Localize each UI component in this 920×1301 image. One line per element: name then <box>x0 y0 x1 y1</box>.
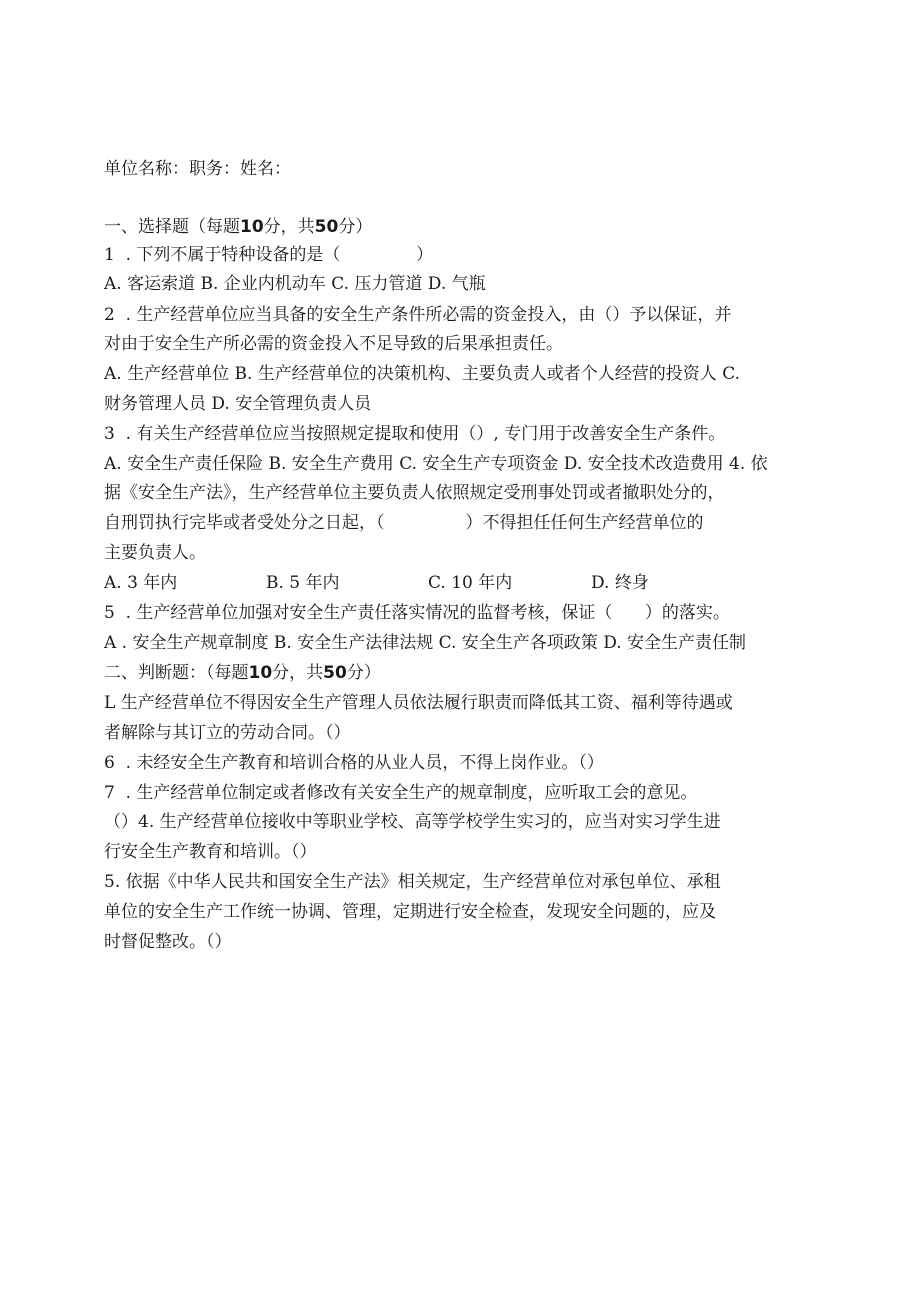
judge1-line1: L 生产经营单位不得因安全生产管理人员依法履行职责而降低其工资、福利等待遇或 <box>104 693 733 713</box>
judge1-line2: 者解除与其订立的劳动合同。（） <box>104 723 351 743</box>
judge5-line3: 时督促整改。（） <box>104 932 232 952</box>
section2-title-prefix: 二、判断题：（每题 <box>104 663 249 683</box>
section2-title <box>104 662 381 684</box>
q3-options: A. 安全生产责任保险 B. 安全生产费用 C. 安全生产专项资金 D. 安全技术改造费用 4. 依 <box>104 454 768 474</box>
q2-text-line2: 对由于安全生产所必需的资金投入不足导致的后果承担责任。 <box>104 334 563 354</box>
judge3-text: 7 . 生产经营单位制定或者修改有关安全生产的规章制度，应听取工会的意见。 <box>104 783 698 803</box>
section1-points-total: 50 <box>314 217 339 237</box>
q4-option-d: D. 终身 <box>591 573 649 593</box>
section1-title-mid: 分，共 <box>263 217 315 237</box>
q5-text: 5 . 生产经营单位加强对安全生产责任落实情况的监督考核，保证（ ）的落实。 <box>104 603 730 623</box>
q3-text: 3 . 有关生产经营单位应当按照规定提取和使用（）, 专门用于改善安全生产条件。 <box>104 424 726 444</box>
section1-points-each: 10 <box>240 217 264 237</box>
judge5-line2: 单位的安全生产工作统一协调、管理，定期进行安全检查，发现安全问题的，应及 <box>104 902 716 922</box>
q4-text-line4: 主要负责人。 <box>104 543 206 563</box>
q4-text-line3: 自刑罚执行完毕或者受处分之日起，（ ）不得担任任何生产经营单位的 <box>104 513 704 533</box>
q1-options: A. 客运索道 B. 企业内机动车 C. 压力管道 D. 气瓶 <box>104 274 486 294</box>
info-line: 单位名称：职务：姓名： <box>104 159 291 179</box>
section2-title-mid: 分，共 <box>272 663 324 683</box>
q2-text-line1: 2 . 生产经营单位应当具备的安全生产条件所必需的资金投入，由（）予以保证，并 <box>104 305 732 325</box>
judge4-line1: （）4. 生产经营单位接收中等职业学校、高等学校学生实习的，应当对实习学生进 <box>104 812 721 832</box>
judge2-text: 6 . 未经安全生产教育和培训合格的从业人员，不得上岗作业。（） <box>104 753 604 773</box>
section1-title-suffix: 分） <box>338 217 373 237</box>
section2-points-each: 10 <box>248 663 273 683</box>
q4-text-line2: 据《安全生产法》，生产经营单位主要负责人依照规定受刑事处罚或者撤职处分的， <box>104 483 725 503</box>
judge4-line2: 行安全生产教育和培训。（） <box>104 842 317 862</box>
q4-option-a: A. 3 年内 <box>104 573 178 593</box>
q1-text: 1 . 下列不属于特种设备的是（ ） <box>104 245 434 265</box>
q4-option-b: B. 5 年内 <box>266 573 340 593</box>
section1-title <box>104 216 372 238</box>
section1-title-prefix: 一、选择题（每题 <box>104 217 240 237</box>
section2-title-suffix: 分） <box>346 663 381 683</box>
judge5-line1: 5. 依据《中华人民共和国安全生产法》相关规定，生产经营单位对承包单位、承租 <box>104 872 721 892</box>
q2-options-line2: 财务管理人员 D. 安全管理负责人员 <box>104 394 372 414</box>
q2-options-line1: A. 生产经营单位 B. 生产经营单位的决策机构、主要负责人或者个人经营的投资人 C. <box>104 364 740 384</box>
section2-points-total: 50 <box>323 663 347 683</box>
q5-options: A . 安全生产规章制度 B. 安全生产法律法规 C. 安全生产各项政策 D. 安全生产责任制 <box>104 633 747 653</box>
q4-option-c: C. 10 年内 <box>428 573 513 593</box>
